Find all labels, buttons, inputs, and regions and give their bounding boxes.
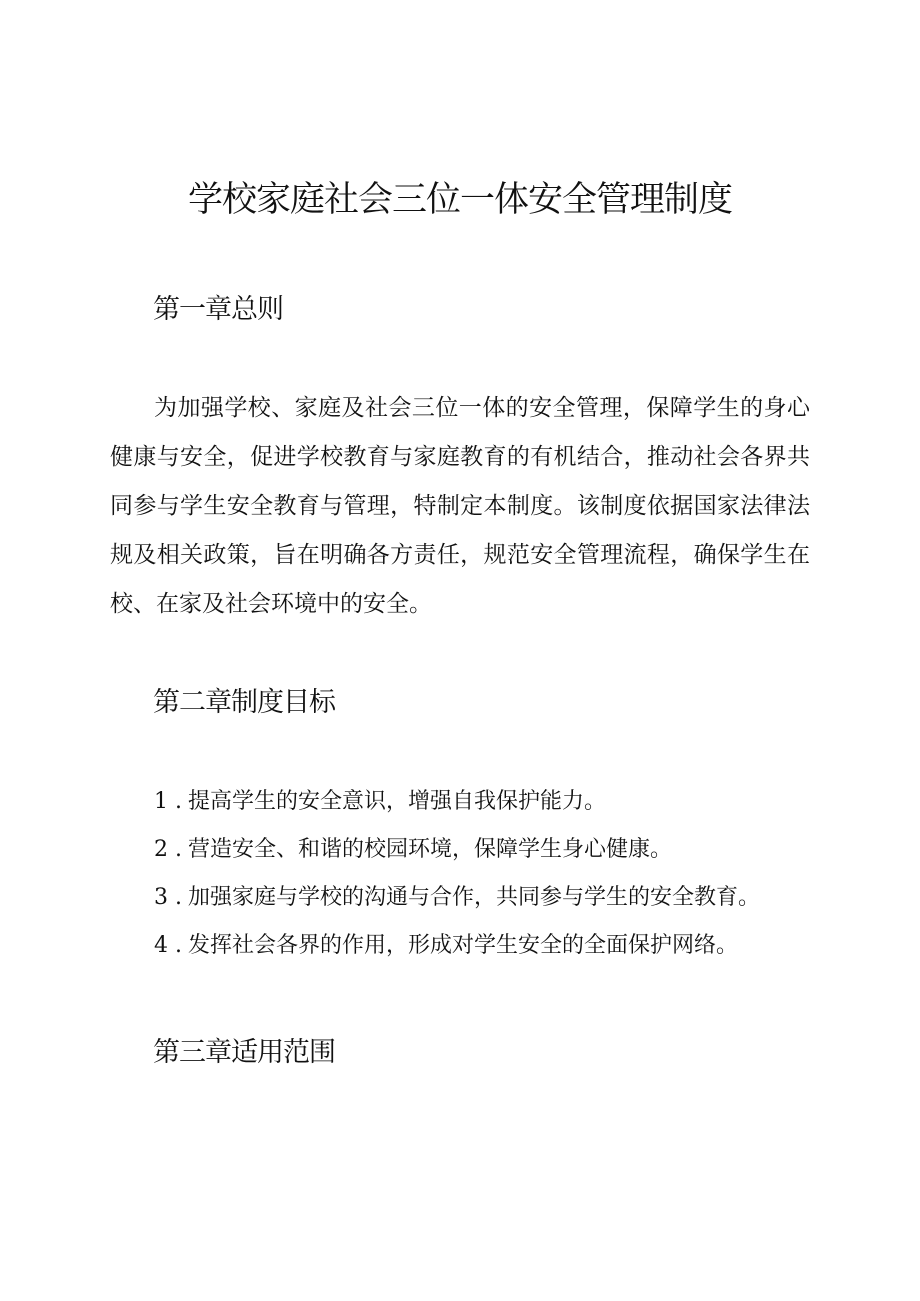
list-item-text: 营造安全、和谐的校园环境，保障学生身心健康。 (187, 837, 672, 862)
list-item (154, 826, 760, 874)
list-item (154, 778, 760, 826)
list-item-number: 2 . (154, 837, 182, 862)
chapter-1-paragraph: 为加强学校、家庭及社会三位一体的安全管理，保障学生的身心健康与安全，促进学校教育与家庭教育的有机结合，推动社会各界共同参与学生安全教育与管理，特制定本制度。该制度依据国家法律法规及相关政策，旨在明确各方责任，规范安全管理流程，确保学生在校、在家及社会环境中的安全。 (110, 395, 810, 617)
list-item (154, 922, 760, 970)
document-title: 学校家庭社会三位一体安全管理制度 (187, 180, 732, 220)
list-item-text: 提高学生的安全意识，增强自我保护能力。 (187, 789, 606, 814)
list-item-number: 1 . (154, 789, 182, 814)
list-item-text: 发挥社会各界的作用，形成对学生安全的全面保护网络。 (187, 933, 738, 958)
list-item-number: 4 . (154, 933, 182, 958)
chapter-2-heading: 第二章制度目标 (153, 687, 335, 718)
goal-list (154, 778, 760, 970)
list-item-number: 3 . (154, 885, 182, 910)
list-item-text: 加强家庭与学校的沟通与合作，共同参与学生的安全教育。 (187, 885, 760, 910)
chapter-1-heading: 第一章总则 (153, 294, 283, 325)
chapter-3-heading: 第三章适用范围 (153, 1037, 335, 1068)
list-item (154, 874, 760, 922)
